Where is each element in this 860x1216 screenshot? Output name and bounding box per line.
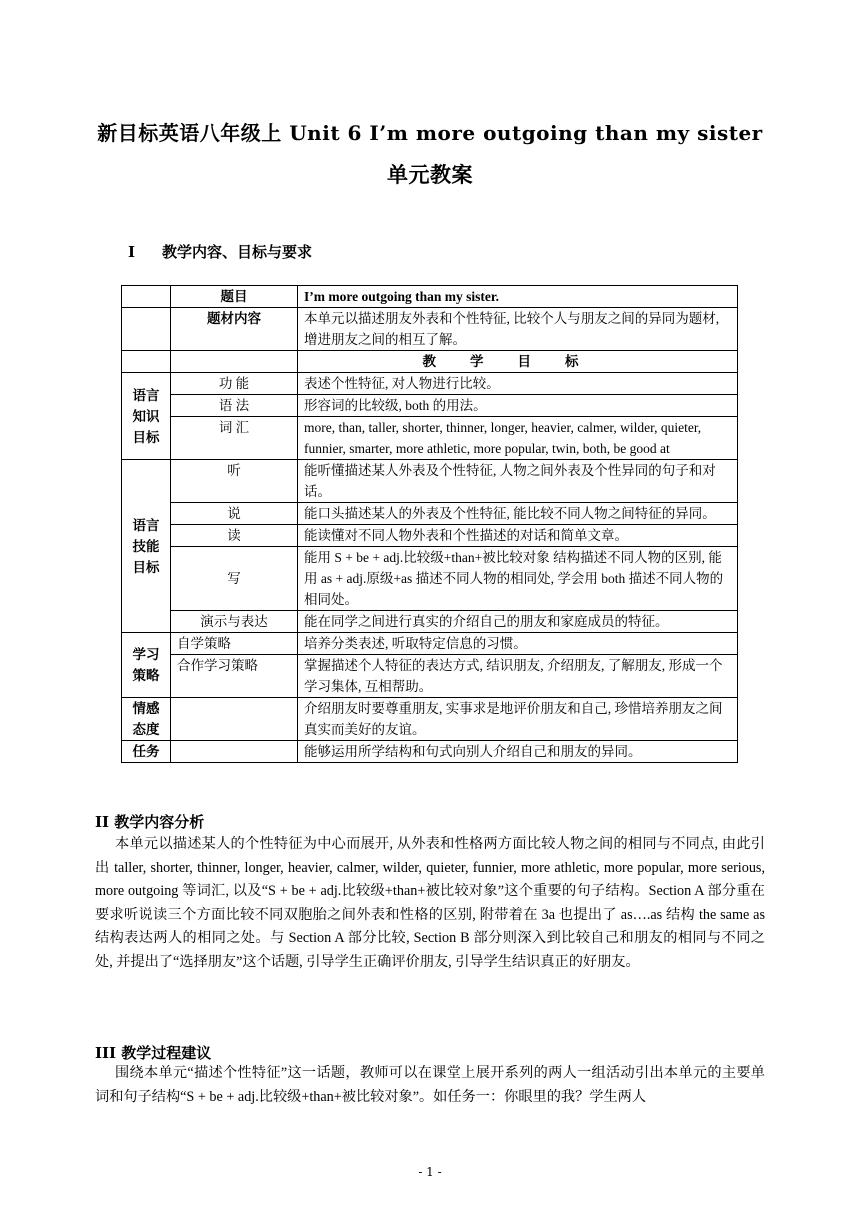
row-label: 功 能 [171,373,298,395]
row-value: 能听懂描述某人外表及个性特征, 人物之间外表及个性异同的句子和对话。 [298,460,738,503]
table-row [122,286,738,308]
section-2-body: 本单元以描述某人的个性特征为中心而展开, 从外表和性格两方面比较人物之间的相同与不同点, 由此引出 taller, shorter, thinner, longer, heavier, calmer, wilder, quieter, funnier, more athletic, more popular, more serious, more outgoing 等词汇, 以及“S + be + adj.比较级+than+被比较对象”这个重要的句子结构。Section A 部分重在要求听说读三个方面比较不同双胞胎之间外表和性格的区别, 附带着在 3a 也提出了 as….as 结构 the same as 结构表达两人的相同之处。与 Section A 部分比较, Section B 部分则深入到比较自己和朋友的相同与不同之处, 并提出了“选择朋友”这个话题, 引导学生正确评价朋友, 引导学生结识真正的好朋友。 [95,836,765,970]
row-value: 培养分类表述, 听取特定信息的习惯。 [298,633,738,655]
table-row [122,417,738,460]
section-1-number: I [128,243,136,261]
row-value: 本单元以描述朋友外表和个性特征, 比较个人与朋友之间的异同为题材, 增进朋友之间的相互了解。 [298,308,738,351]
row-label: 自学策略 [171,633,298,655]
table-row [122,655,738,698]
row-label: 听 [171,460,298,503]
section-1-title: 教学内容、目标与要求 [162,243,313,261]
row-label: 演示与表达 [171,611,298,633]
table-row [122,460,738,503]
row-label: 词 汇 [171,417,298,460]
row-label: 写 [171,547,298,611]
table-row [122,698,738,741]
group-label: 语言知识目标 [122,373,171,460]
row-value: more, than, taller, shorter, thinner, longer, heavier, calmer, wilder, quieter, funnier, smarter, more athletic, more popular, twin, both, be good at [298,417,738,460]
group-label: 任务 [122,741,171,763]
doc-title: 新目标英语八年级上 Unit 6 I’m more outgoing than my sister [97,121,763,145]
table-row [122,525,738,547]
table-row [122,741,738,763]
row-label: 题材内容 [171,308,298,351]
row-value: 表述个性特征, 对人物进行比较。 [298,373,738,395]
table-row [122,308,738,351]
group-label: 情感态度 [122,698,171,741]
doc-subtitle: 单元教案 [387,162,473,187]
lesson-plan-table [121,285,738,763]
table-row [122,395,738,417]
row-label: 读 [171,525,298,547]
row-label: 题目 [171,286,298,308]
row-value: 能读懂对不同人物外表和个性描述的对话和简单文章。 [298,525,738,547]
table-row [122,373,738,395]
row-value: 介绍朋友时要尊重朋友, 实事求是地评价朋友和自己, 珍惜培养朋友之间真实而美好的友谊。 [298,698,738,741]
table-row [122,611,738,633]
table-row [122,633,738,655]
row-value: I’m more outgoing than my sister. [298,286,738,308]
section-3-heading: III 教学过程建议 [95,1044,212,1062]
row-value: 能在同学之间进行真实的介绍自己的朋友和家庭成员的特征。 [298,611,738,633]
row-label: 语 法 [171,395,298,417]
row-value: 形容词的比较级, both 的用法。 [298,395,738,417]
table-row [122,351,738,373]
row-value: 能够运用所学结构和句式向别人介绍自己和朋友的异同。 [298,741,738,763]
group-label: 学习策略 [122,633,171,698]
table-row [122,547,738,611]
section-1-heading [128,241,312,262]
goals-header: 教学目标 [298,351,738,373]
section-3-body: 围绕本单元“描述个性特征”这一话题，教师可以在课堂上展开系列的两人一组活动引出本单元的主要单词和句子结构“S + be + adj.比较级+than+被比较对象”。如任务一：你眼里的我？学生两人 [95,1065,765,1105]
row-label: 说 [171,503,298,525]
row-value: 掌握描述个人特征的表达方式, 结识朋友, 介绍朋友, 了解朋友, 形成一个学习集体, 互相帮助。 [298,655,738,698]
group-label: 语言技能目标 [122,460,171,633]
row-value: 能用 S + be + adj.比较级+than+被比较对象 结构描述不同人物的区别, 能用 as + adj.原级+as 描述不同人物的相同处, 学会用 both 描述不同人物的相同处。 [298,547,738,611]
table-row [122,503,738,525]
row-label: 合作学习策略 [171,655,298,698]
row-value: 能口头描述某人的外表及个性特征, 能比较不同人物之间特征的异同。 [298,503,738,525]
section-2-heading: II 教学内容分析 [95,813,205,831]
page-number: - 1 - [418,1165,442,1179]
